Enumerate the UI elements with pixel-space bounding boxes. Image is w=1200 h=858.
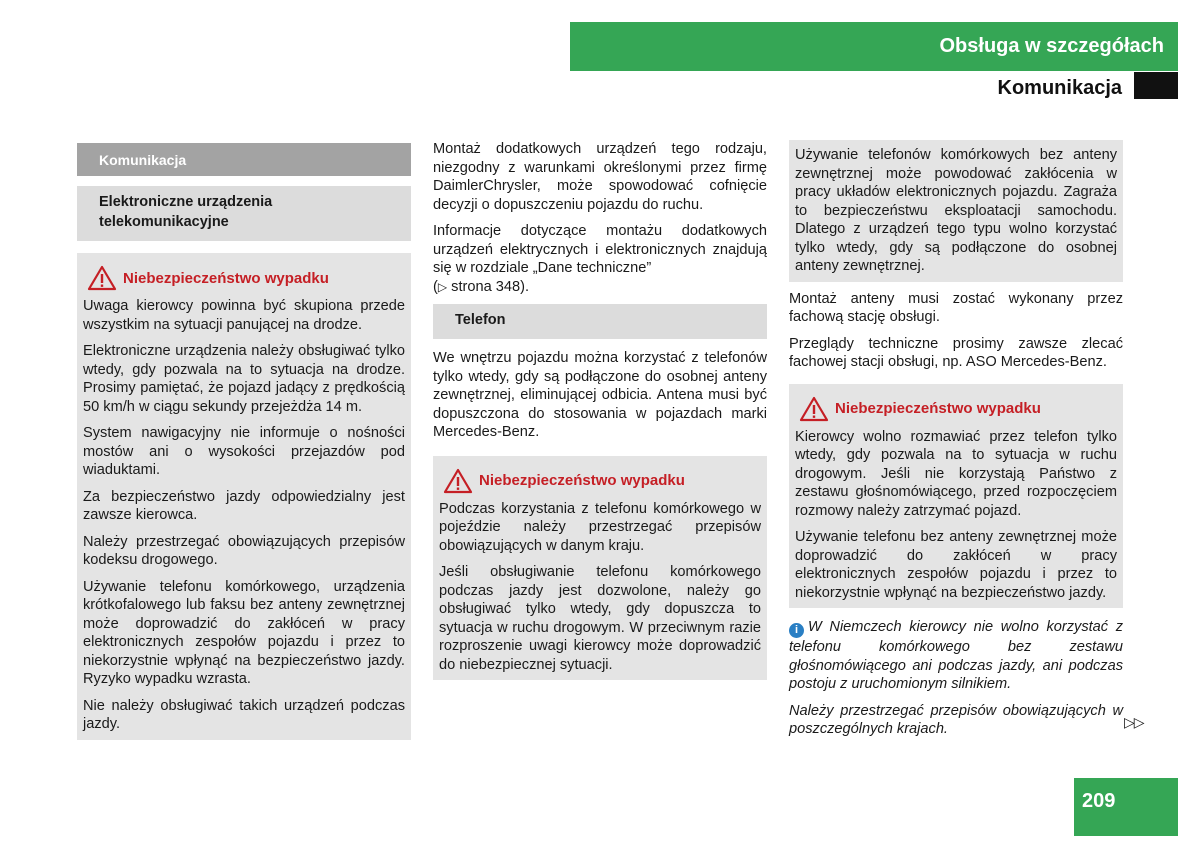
warning-paragraph: Uwaga kierowcy powinna być skupiona przede wszystkim na sytuacji panującej na drodze. xyxy=(83,298,405,333)
warning-title-text: Niebezpieczeństwo wypadku xyxy=(835,400,1041,417)
warning-box xyxy=(433,456,767,681)
topic-tag: Komunikacja xyxy=(77,143,411,176)
section-title: Obsługa w szczegółach xyxy=(939,35,1164,57)
section-heading xyxy=(77,186,411,241)
heading-line-2: telekomunikacyjne xyxy=(99,214,229,230)
warning-box xyxy=(789,384,1123,609)
body-paragraph-reference: Informacje dotyczące montażu dodatkowych urządzeń elektrycznych i elektronicznych znajdują się w rozdziale „Dane techniczne” (▷ strona 348). xyxy=(433,223,767,295)
section-heading xyxy=(433,304,767,339)
subsection-title: Komunikacja xyxy=(997,76,1122,99)
warning-triangle-icon xyxy=(87,265,117,291)
page-number: 209 xyxy=(1074,778,1178,836)
warning-paragraph: Nie należy obsługiwać takich urządzeń podczas jazdy. xyxy=(83,697,405,732)
warning-title xyxy=(795,392,1117,428)
column-2 xyxy=(433,140,767,680)
warning-box xyxy=(77,253,411,740)
column-3 xyxy=(789,140,1123,747)
warning-paragraph: Jeśli obsługiwanie telefonu komórkowego podczas jazdy jest dozwolone, należy go obsługiwać tylko wtedy, gdy dopuszcza to sytuacja w ruchu drogowym. W przeciwnym razie rozproszenie uwagi kierowcy może doprowadzić do niebezpiecznej sytuacji. xyxy=(439,564,761,673)
warning-triangle-icon xyxy=(799,396,829,422)
warning-paragraph: Kierowcy wolno rozmawiać przez telefon tylko wtedy, gdy pozwala na to sytuacja w ruchu drogowym. Jeśli nie korzystają Państwo z zestawu głośnomówiącego, przed rozpoczęciem rozmowy należy zatrzymać pojazd. xyxy=(795,428,1117,519)
section-header xyxy=(570,22,1178,71)
info-paragraph xyxy=(789,618,1123,694)
warning-triangle-icon xyxy=(443,468,473,494)
warning-title xyxy=(439,464,761,500)
body-paragraph: We wnętrzu pojazdu można korzystać z telefonów tylko wtedy, gdy są podłączone do osobnej anteny zewnętrznej, eliminującej odbicia. Antena musi być dopuszczona do stosowania w pojazdach marki Mercedes-Benz. xyxy=(433,350,767,440)
column-1 xyxy=(77,140,411,740)
info-text: W Niemczech kierowcy nie wolno korzystać z telefonu komórkowego bez zestawu głośnomówiącego ani podczas jazdy, ani podczas postoju z uruchomionym silnikiem. xyxy=(789,619,1123,692)
page-reference: strona 348). xyxy=(451,278,530,295)
double-triangle-right-icon: ▷▷ xyxy=(1124,714,1144,730)
triangle-right-icon: ▷ xyxy=(437,279,448,294)
warning-paragraph: Używanie telefonu komórkowego, urządzenia krótkofalowego lub faksu bez anteny zewnętrznej może doprowadzić do zakłóceń w pracy elektronicznych zespołów pojazdu i przez to niekorzystnie wpłynąć na bezpieczeństwo jazdy. Ryzyko wypadku wzrasta. xyxy=(83,578,405,687)
header-marker-block xyxy=(1134,72,1178,99)
note-box xyxy=(789,140,1123,282)
warning-paragraph: Elektroniczne urządzenia należy obsługiwać tylko wtedy, gdy pozwala na to sytuacja na drodze. Prosimy pamiętać, że pojazd jadący z prędkością 50 km/h w ciągu sekundy przejeżdża 14 m. xyxy=(83,343,405,415)
heading-text: Telefon xyxy=(455,312,506,328)
info-paragraph-2: Należy przestrzegać przepisów obowiązujących w poszczególnych krajach. xyxy=(789,702,1123,737)
warning-paragraph: System nawigacyjny nie informuje o nośności mostów ani o wysokości przejazdów pod wiaduktami. xyxy=(83,425,405,478)
warning-title-text: Niebezpieczeństwo wypadku xyxy=(479,472,685,489)
body-paragraph: Montaż anteny musi zostać wykonany przez fachową stację obsługi. xyxy=(789,290,1123,325)
body-paragraph: Przeglądy techniczne prosimy zawsze zlecać fachowej stacji obsługi, np. ASO Mercedes-Benz. xyxy=(789,335,1123,370)
warning-paragraph: Za bezpieczeństwo jazdy odpowiedzialny jest zawsze kierowca. xyxy=(83,488,405,523)
body-paragraph: Montaż dodatkowych urządzeń tego rodzaju, niezgodny z warunkami określonymi przez firmę DaimlerChrysler, może spowodować cofnięcie decyzji o dopuszczeniu pojazdu do ruchu. xyxy=(433,141,767,213)
warning-title-text: Niebezpieczeństwo wypadku xyxy=(123,269,329,287)
reference-text: Informacje dotyczące montażu dodatkowych urządzeń elektrycznych i elektronicznych znajdują się w rozdziale „Dane techniczne” xyxy=(433,223,767,276)
info-icon: i xyxy=(789,623,804,638)
heading-line-1: Elektroniczne urządzenia xyxy=(99,194,273,210)
note-paragraph: Używanie telefonów komórkowych bez anteny zewnętrznej może powodować zakłócenia w pracy układów elektronicznych pojazdu. Zagraża to bezpieczeństwu eksploatacji samochodu. Dlatego z urządzeń tego typu wolno korzystać tylko wtedy, gdy są podłączone do osobnej anteny zewnętrznej. xyxy=(795,147,1117,274)
warning-paragraph: Podczas korzystania z telefonu komórkowego w pojeździe należy przestrzegać przepisów obowiązujących w danym kraju. xyxy=(439,500,761,554)
warning-paragraph: Używanie telefonu bez anteny zewnętrznej może doprowadzić do zakłóceń w pracy elektronicznych zespołów pojazdu i przez to niekorzystnie wpłynąć na bezpieczeństwo jazdy. xyxy=(795,529,1117,601)
warning-title xyxy=(83,261,405,297)
warning-paragraph: Należy przestrzegać obowiązujących przepisów kodeksu drogowego. xyxy=(83,533,405,568)
